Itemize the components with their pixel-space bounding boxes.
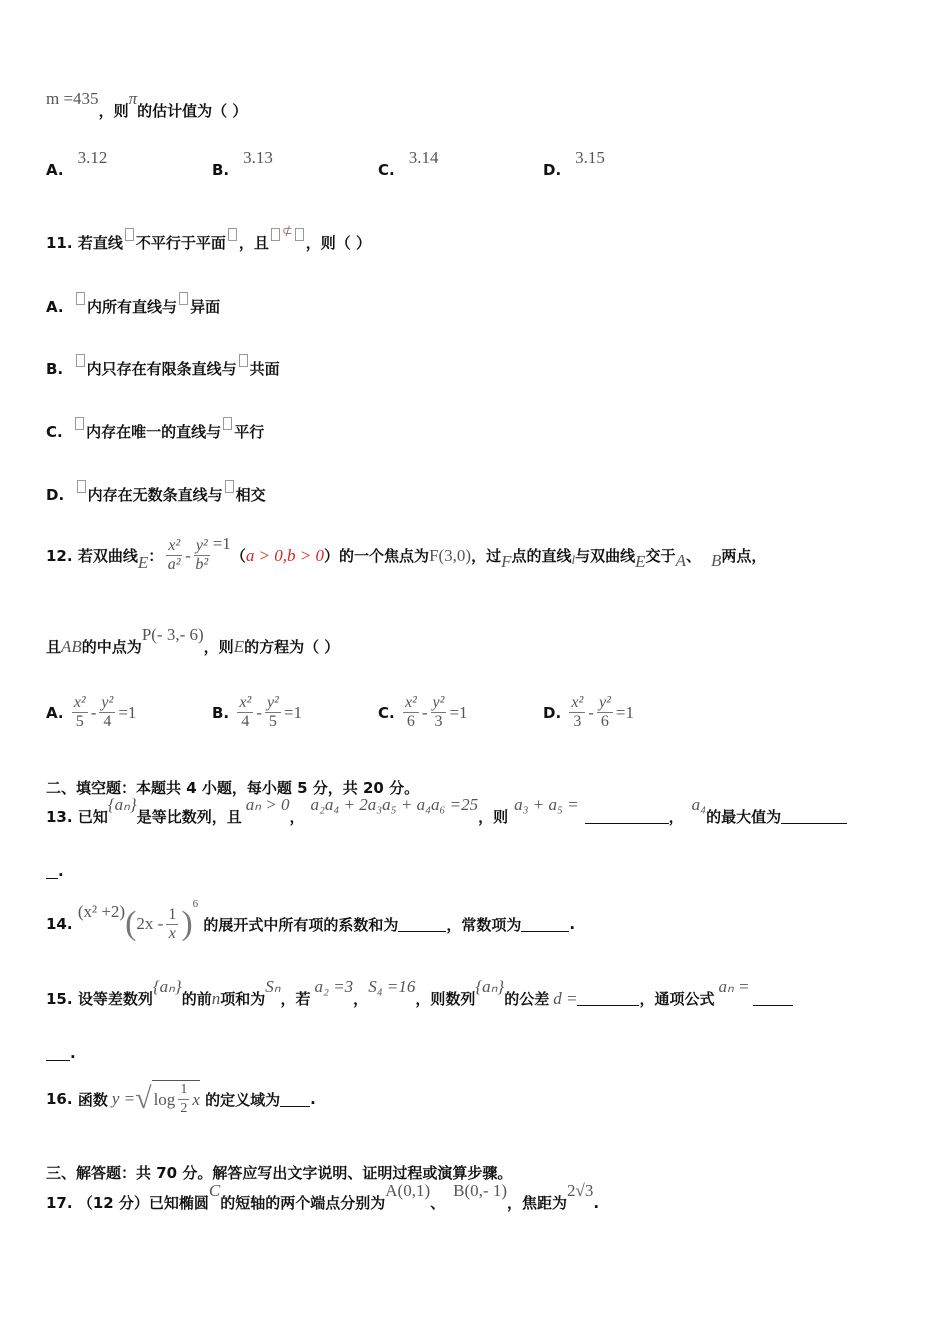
text: 函数 (77, 1090, 108, 1109)
q12-stem-line1: 12. 若双曲线 E ： $\frac{\text{x²}}{\text{a²}}$ - $\frac{\text{y²}}{\text{b²}}$ =1 （ a > 0,b > 0 ） 的一个焦点为 F(3,0) ，过 F 点的直线 l 与双曲线 E 交于 A 、 B 两点， (46, 533, 767, 573)
question-number: 16. (46, 1090, 73, 1108)
fraction (237, 694, 253, 731)
math: (x² +2) (77, 902, 126, 921)
question-number: 17. (46, 1193, 73, 1212)
question-number: 14. (46, 915, 73, 933)
numerator: y² (432, 694, 445, 711)
fraction (166, 537, 182, 574)
text: ，则（ ） (305, 234, 371, 252)
q17-stem (46, 1180, 600, 1213)
q14-stem: 14. (x² +2) ( 2x - $\frac{1}{x}$ ) 6 的展开式中所有项的系数和为 ，常数项为 . (46, 898, 576, 942)
m-value: m =435 (46, 88, 99, 108)
numerator: y² (101, 694, 114, 711)
option-label: C. (46, 422, 63, 441)
math: E (233, 636, 245, 656)
text: 的定义域为 (205, 1090, 281, 1109)
math: 2x - (136, 914, 164, 933)
answer-blank[interactable] (398, 917, 446, 932)
text: 不平行于平面 (135, 234, 226, 252)
math: F(3,0) (429, 545, 472, 565)
q12-option-a (46, 694, 136, 731)
option-text: 内存在无数条直线与 (87, 486, 223, 504)
option-text: 共面 (249, 360, 280, 378)
math: y = (111, 1089, 136, 1108)
text: ，通项公式 (639, 990, 715, 1008)
fraction (265, 694, 281, 731)
option-text: 相交 (235, 486, 266, 504)
text: . (310, 1090, 316, 1108)
option-label: C. (378, 161, 395, 179)
denominator: 4 (103, 713, 112, 730)
denominator: x (168, 924, 176, 942)
missing-glyph (125, 228, 134, 241)
missing-glyph (179, 292, 188, 305)
option-label: A. (46, 703, 64, 722)
q11-option-a (46, 296, 220, 317)
answer-blank[interactable] (577, 991, 639, 1006)
option-value: 3.13 (243, 148, 273, 167)
option-value: 3.15 (575, 148, 605, 167)
q15-continuation (46, 1044, 76, 1062)
math: n (211, 988, 221, 1008)
numerator: y² (195, 537, 208, 554)
option-value: 3.14 (408, 148, 439, 167)
math: - (90, 702, 97, 722)
text: 的公差 (504, 990, 550, 1008)
math: 2√3 (567, 1180, 594, 1200)
text: . (58, 862, 64, 880)
text: ，焦距为 (506, 1194, 567, 1212)
math: aₙ = (718, 976, 750, 996)
missing-glyph (225, 480, 234, 493)
option-text: 内所有直线与 (87, 298, 178, 316)
section-2-heading: 二、填空题：本题共 4 小题，每小题 5 分，共 20 分。 (46, 779, 420, 797)
option-label: C. (378, 703, 395, 722)
math: E (635, 551, 646, 571)
math: =1 (615, 702, 634, 722)
fraction (569, 694, 585, 731)
math: A (675, 550, 686, 570)
text: 已知 (77, 808, 108, 826)
section-3-heading: 三、解答题：共 70 分。解答应写出文字说明、证明过程或演算步骤。 (46, 1164, 513, 1182)
text: 的展开式中所有项的系数和为 (203, 915, 399, 934)
math: B (710, 550, 722, 570)
fraction (166, 906, 178, 943)
text: 且 (46, 638, 62, 656)
math: Sₙ (265, 976, 281, 996)
denominator: 5 (268, 713, 277, 730)
option-text: 异面 (190, 298, 221, 316)
missing-glyph (295, 228, 304, 241)
fraction (194, 537, 210, 574)
fraction (99, 694, 115, 731)
math: a₄ (691, 794, 707, 814)
option-text: 平行 (234, 423, 265, 441)
numerator: x² (571, 694, 584, 711)
text: . (593, 1193, 600, 1212)
text: 的前 (181, 990, 212, 1008)
text: ， (668, 808, 684, 826)
math: a₃ + a₅ = (514, 794, 579, 814)
option-label: D. (543, 161, 562, 179)
math: =1 (449, 702, 468, 722)
answer-blank[interactable] (585, 809, 669, 824)
text: 、 (685, 547, 701, 565)
math: - (185, 545, 191, 565)
math: aₙ > 0 (245, 794, 290, 814)
math: x (192, 1089, 200, 1109)
q13-continuation (46, 862, 64, 880)
math: log (153, 1089, 176, 1109)
math: AB (61, 636, 82, 656)
q12-stem-line2 (46, 624, 340, 657)
math: a₂ =3 (314, 976, 354, 996)
math: C (208, 1180, 221, 1200)
text: 的最大值为 (706, 808, 782, 826)
question-number: 11. (46, 233, 73, 252)
q13-stem (46, 794, 847, 827)
math: - (256, 702, 262, 722)
text: . (70, 1044, 76, 1062)
option-label: B. (212, 703, 230, 722)
text: 两点， (721, 547, 767, 565)
denominator: 3 (573, 713, 582, 730)
q10-option-c (378, 148, 439, 180)
denominator: a² (167, 556, 181, 573)
denominator: 4 (241, 713, 250, 730)
q11-option-d (46, 484, 266, 505)
q16-stem: 16. 函数 y = √ log $\frac{1}{2}$ x 的定义域为 . (46, 1082, 316, 1116)
missing-glyph (75, 417, 84, 430)
text: ，常数项为 (446, 915, 522, 934)
text: ，则 (478, 808, 509, 826)
text: 若直线 (77, 234, 123, 252)
q12-option-c (378, 694, 468, 731)
text: ，过 (471, 547, 502, 565)
text: 项和为 (220, 990, 266, 1008)
math: d = (553, 988, 578, 1008)
answer-blank[interactable] (521, 917, 569, 932)
fraction (431, 694, 447, 731)
missing-glyph (76, 354, 85, 367)
text: ，则数列 (415, 990, 476, 1008)
text: 的方程为（ ） (244, 638, 340, 656)
denominator: b² (195, 556, 209, 573)
math: - (421, 702, 428, 722)
text: 的估计值为（ ） (137, 102, 248, 120)
denominator: 3 (434, 713, 443, 730)
text: 的一个焦点为 (339, 547, 430, 565)
text: 与双曲线 (575, 547, 636, 565)
text: 设等差数列 (77, 990, 153, 1008)
text: ： (148, 547, 164, 565)
option-label: D. (543, 703, 562, 722)
denominator: 5 (75, 713, 84, 730)
numerator: y² (266, 694, 279, 711)
missing-glyph (271, 228, 280, 241)
text: ，则 (98, 102, 129, 120)
point-p: P(- 3,- 6) (141, 624, 204, 644)
exponent: 6 (192, 898, 199, 910)
text: 若双曲线 (77, 547, 138, 565)
text: ，且 (238, 234, 269, 252)
math: {aₙ} (107, 794, 137, 814)
fraction (597, 694, 613, 731)
text: 的短轴的两个端点分别为 (220, 1194, 386, 1212)
math: =1 (283, 702, 302, 722)
answer-blank[interactable] (753, 991, 793, 1006)
text: ，若 (280, 990, 311, 1008)
math: {aₙ} (475, 976, 505, 996)
math: F (501, 551, 512, 571)
denominator: 2 (180, 1101, 188, 1116)
option-label: A. (46, 297, 64, 316)
numerator: 1 (168, 905, 177, 923)
text: 点的直线 (511, 547, 572, 565)
option-label: B. (212, 161, 230, 179)
missing-glyph (77, 480, 86, 493)
missing-glyph (223, 417, 232, 430)
question-number: 13. (46, 807, 73, 826)
option-label: D. (46, 485, 65, 504)
math: S₄ =16 (368, 976, 416, 996)
option-text: 内只存在有限条直线与 (86, 360, 237, 378)
point-a: A(0,1) (385, 1180, 431, 1200)
condition: a > 0,b > 0 (245, 545, 325, 565)
fraction (178, 1081, 189, 1118)
missing-glyph (76, 292, 85, 305)
option-text: 内存在唯一的直线与 (86, 423, 222, 441)
math: =1 (212, 533, 231, 553)
q10-option-b (212, 148, 273, 180)
math: - (588, 702, 594, 722)
point-b: B(0,- 1) (453, 1180, 507, 1200)
q12-option-b (212, 694, 302, 731)
text: 是等比数列，且 (136, 808, 242, 826)
q12-option-d (543, 694, 634, 731)
pi-symbol: π (128, 88, 138, 108)
answer-blank[interactable] (46, 864, 58, 879)
q11-option-b (46, 358, 280, 379)
text: ， (353, 990, 369, 1008)
q11-stem (46, 222, 371, 253)
text: 的中点为 (81, 638, 142, 656)
text: 、 (430, 1194, 446, 1212)
question-number: 15. (46, 989, 73, 1008)
answer-blank[interactable] (46, 1046, 70, 1061)
answer-blank[interactable] (781, 809, 847, 824)
option-value: 3.12 (77, 148, 108, 167)
math: a₂a₄ + 2a₃a₅ + a₄a₆ =25 (310, 794, 479, 814)
q10-option-a (46, 148, 108, 180)
math: E (137, 552, 149, 572)
option-label: A. (46, 161, 64, 179)
square-root (152, 1080, 200, 1118)
fraction (72, 694, 88, 731)
q10-stem (46, 88, 248, 121)
numerator: x² (404, 694, 417, 711)
fraction (403, 694, 419, 731)
text: ，则 (203, 638, 234, 656)
text: 交于 (645, 547, 676, 565)
answer-blank[interactable] (280, 1092, 310, 1107)
missing-glyph (239, 354, 248, 367)
math: {aₙ} (152, 976, 182, 996)
q11-option-c (46, 421, 264, 442)
denominator: 6 (600, 713, 609, 730)
numerator: x² (239, 694, 252, 711)
math: l (571, 551, 576, 567)
q15-stem (46, 976, 793, 1009)
denominator: 6 (406, 713, 415, 730)
numerator: y² (598, 694, 611, 711)
numerator: 1 (178, 1081, 189, 1100)
text: ， (289, 808, 305, 826)
numerator: x² (168, 537, 181, 554)
numerator: x² (73, 694, 86, 711)
option-label: B. (46, 359, 64, 378)
math: =1 (118, 702, 137, 722)
text: （12 分）已知椭圆 (77, 1194, 209, 1212)
question-number: 12. (46, 546, 73, 565)
missing-glyph (228, 228, 237, 241)
q10-option-d (543, 148, 605, 180)
not-subset-symbol: ⊄ (281, 222, 293, 238)
text: . (569, 915, 576, 933)
